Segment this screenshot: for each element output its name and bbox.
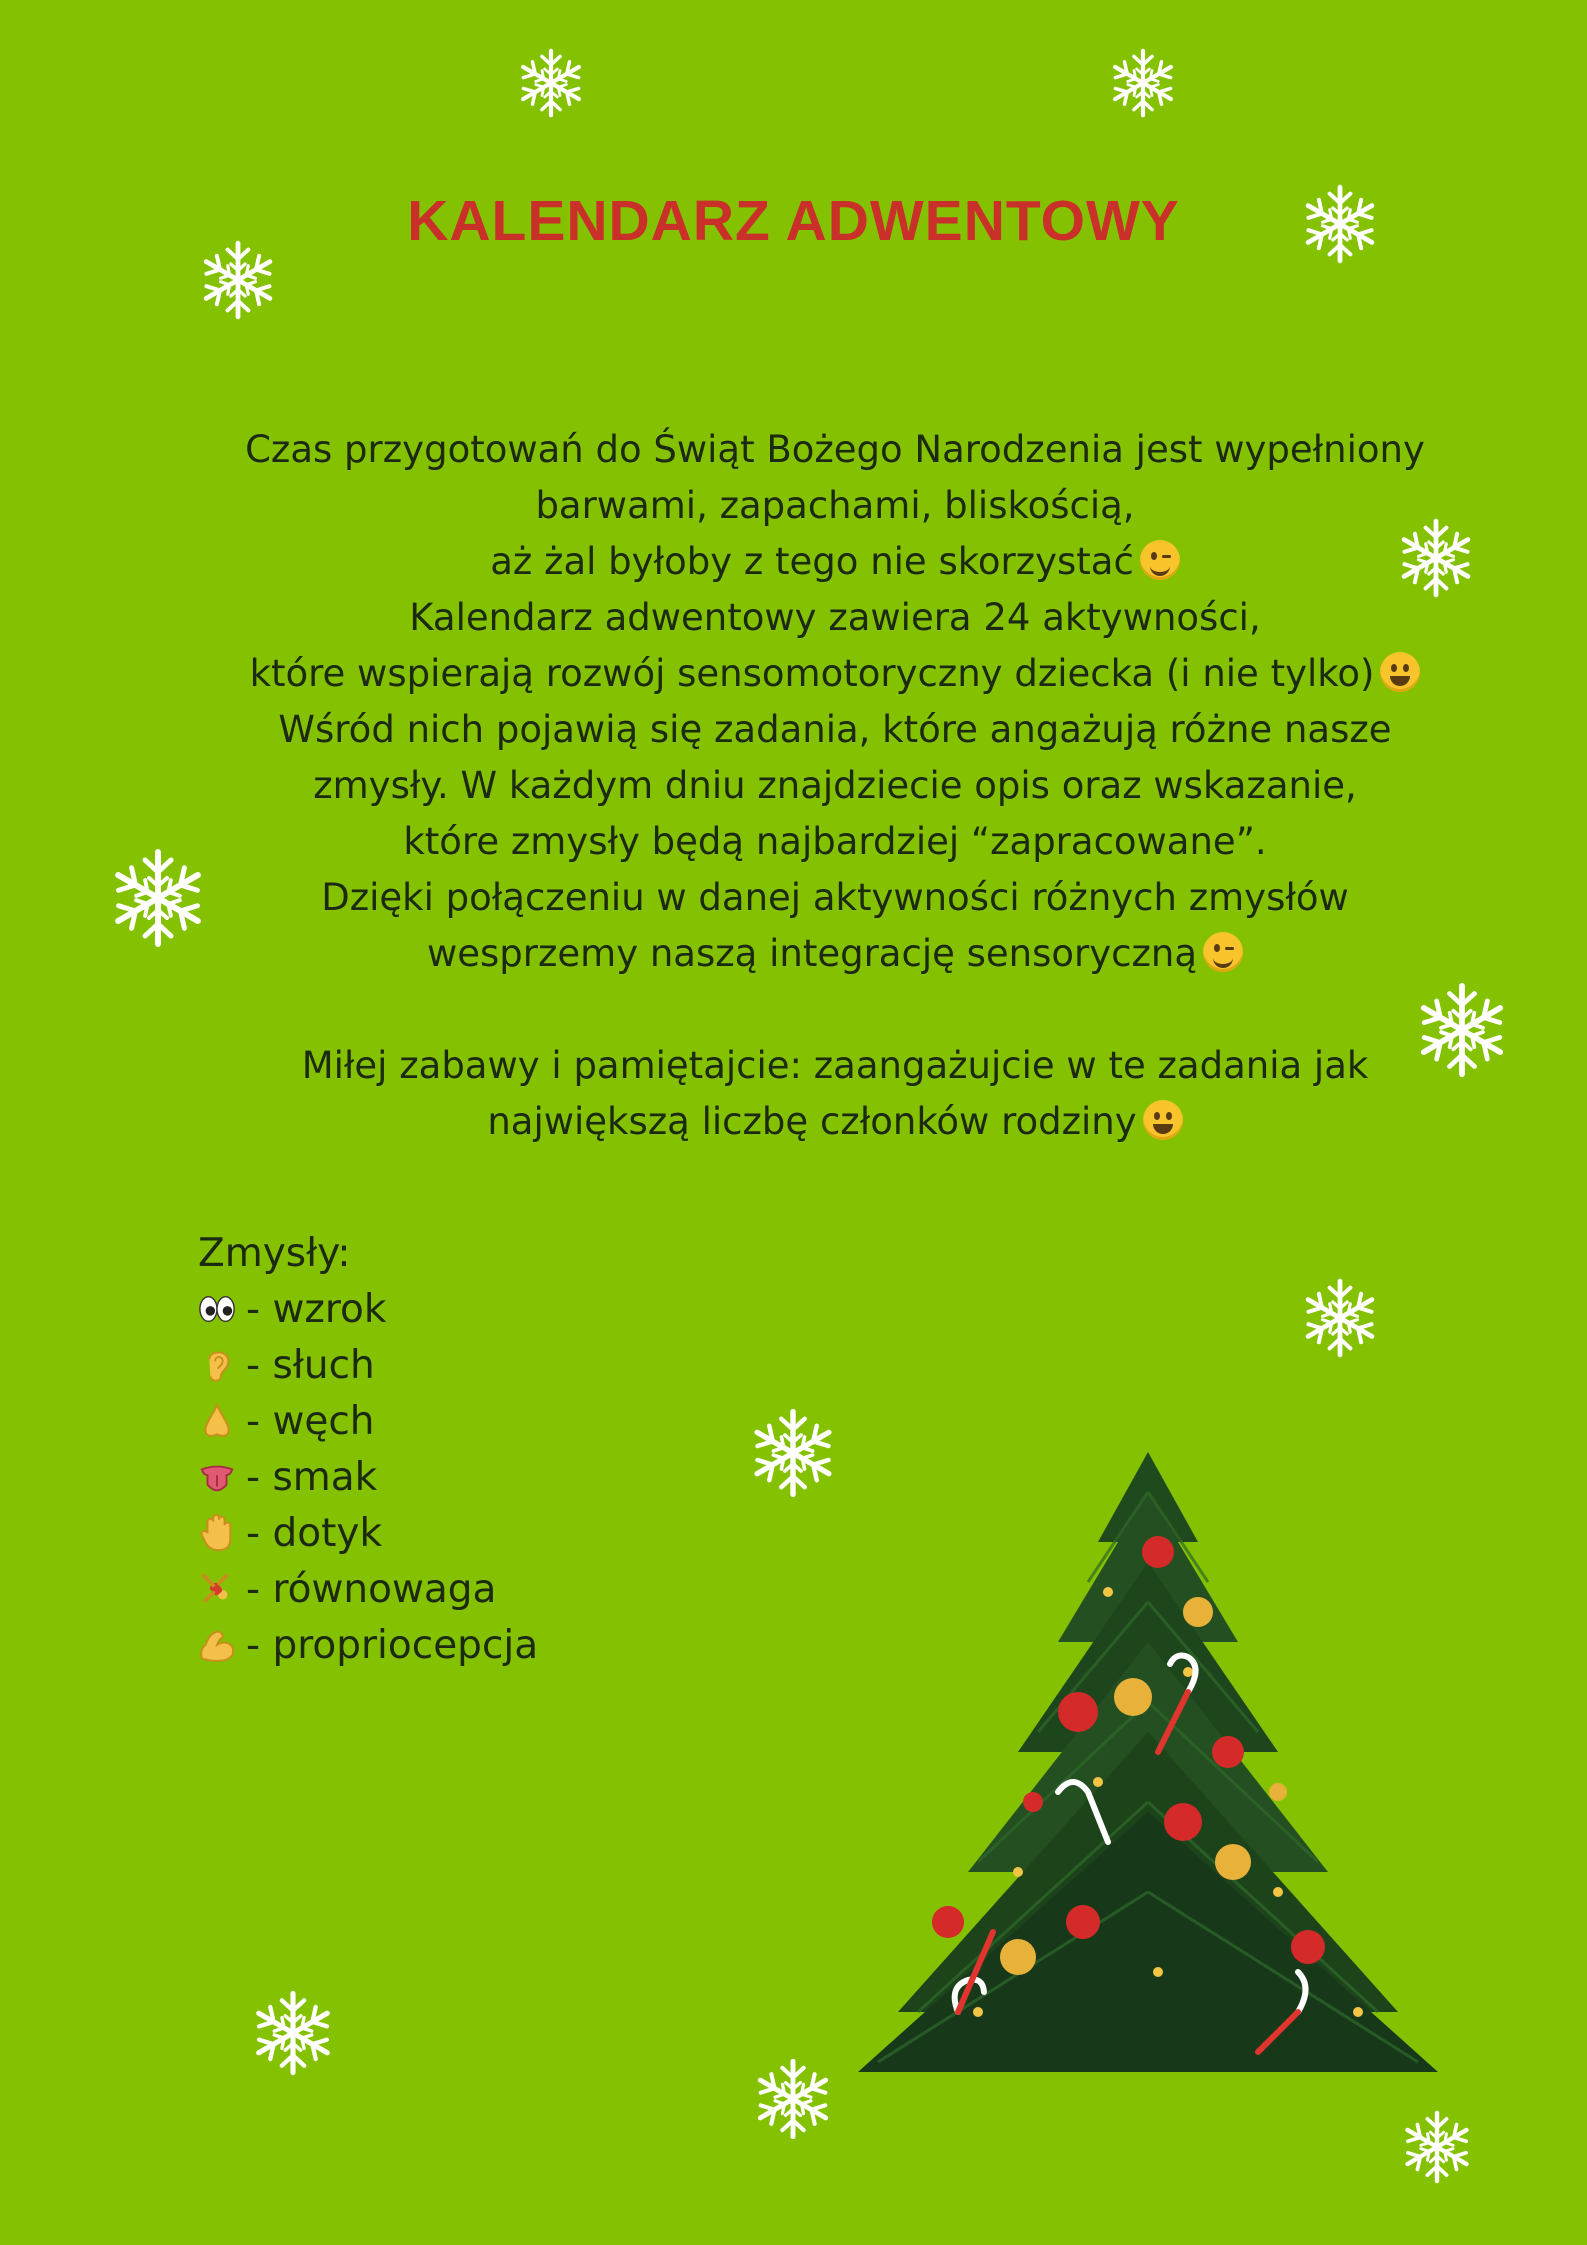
sense-item [198,1618,538,1674]
snowflake-icon [752,2058,834,2140]
intro-line: barwami, zapachami, bliskością, [535,484,1135,527]
christmas-tree-illustration [858,1452,1438,2092]
nose-icon [198,1402,236,1440]
winking-face-icon [1203,932,1243,972]
intro-line: zmysły. W każdym dniu znajdziecie opis oraz wskazanie, [313,764,1357,807]
senses-list [198,1226,538,1674]
tongue-icon [198,1458,236,1496]
sense-item [198,1506,538,1562]
ear-icon [198,1346,236,1384]
flexed-biceps-icon [198,1626,236,1664]
sense-label: - smak [246,1455,378,1500]
grinning-face-icon [1143,1100,1183,1140]
hand-icon [198,1514,236,1552]
sense-item [198,1562,538,1618]
sense-label: - węch [246,1399,375,1444]
intro-line: wesprzemy naszą integrację sensoryczną [426,932,1198,975]
sense-item [198,1394,538,1450]
intro-line: Czas przygotowań do Świąt Bożego Narodzenia jest wypełniony [245,428,1425,471]
sense-label: - dotyk [246,1511,383,1556]
snowflake-icon [748,1408,838,1498]
sense-item [198,1450,538,1506]
snowflake-icon [516,48,586,118]
senses-heading: Zmysły: [198,1231,351,1276]
closing-line: największą liczbę członków rodziny [487,1100,1137,1143]
snowflake-icon [1400,2110,1474,2184]
cartwheel-icon [198,1570,236,1608]
sense-label: - równowaga [246,1567,497,1612]
sense-label: - słuch [246,1343,375,1388]
sense-item [198,1338,538,1394]
closing-line: Miłej zabawy i pamiętajcie: zaangażujcie w te zadania jak [301,1044,1369,1087]
snowflake-icon [250,1990,336,2076]
intro-line: aż żal byłoby z tego nie skorzystać [490,540,1134,583]
intro-line: które zmysły będą najbardziej “zapracowane”. [403,820,1267,863]
grinning-face-icon [1380,652,1420,692]
intro-line: Wśród nich pojawią się zadania, które angażują różne nasze [278,708,1392,751]
snowflake-icon [108,848,208,948]
sense-item [198,1282,538,1338]
intro-line: które wspierają rozwój sensomotoryczny dziecka (i nie tylko) [249,652,1375,695]
intro-line: Dzięki połączeniu w danej aktywności różnych zmysłów [321,876,1349,919]
winking-face-icon [1140,540,1180,580]
snowflake-icon [1300,1278,1380,1358]
sense-label: - wzrok [246,1287,387,1332]
intro-line: Kalendarz adwentowy zawiera 24 aktywności, [409,596,1261,639]
sense-label: - propriocepcja [246,1623,539,1668]
snowflake-icon [1108,48,1178,118]
eyes-icon [198,1290,236,1328]
page-title: KALENDARZ ADWENTOWY [407,189,1180,253]
intro-text [205,422,1465,1150]
